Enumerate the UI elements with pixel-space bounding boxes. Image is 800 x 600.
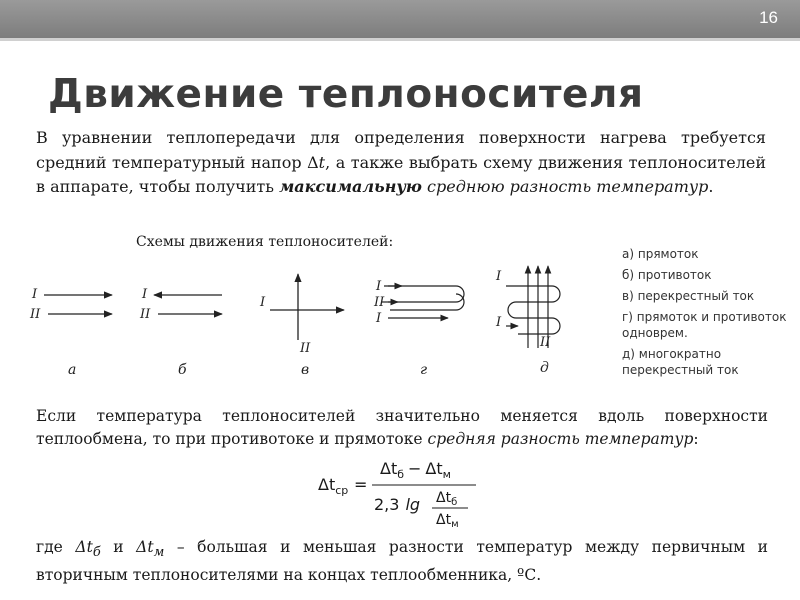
scheme-a-label-1: I xyxy=(32,287,38,302)
scheme-a-label-2: II xyxy=(30,307,41,322)
scheme-b-label-2: II xyxy=(140,307,151,322)
scheme-legend xyxy=(622,246,798,383)
para3-and: и xyxy=(100,538,137,556)
intro-text-3: среднюю разность температур xyxy=(421,177,709,196)
legend-item-d: г) прямоток и противоток одноврем. xyxy=(622,310,787,340)
top-bar-divider xyxy=(0,38,800,41)
scheme-a-letter: а xyxy=(68,362,77,378)
para3-text: – большая и меньшая разности температур между первичным и вторичным теплоносителями на концах теплообменника, ºС. xyxy=(36,538,769,585)
scheme-d-letter: г xyxy=(420,362,428,378)
mean-temperature-formula xyxy=(318,452,498,532)
scheme-c-label-1: I xyxy=(260,295,266,310)
scheme-b-counter xyxy=(139,287,222,378)
scheme-e-letter: д xyxy=(540,360,549,376)
schemes-caption: Схемы движения теплоносителей: xyxy=(136,234,394,250)
para3-start: где xyxy=(36,538,76,556)
formula-numerator: $\Delta t_б - \Delta t_м$ xyxy=(380,459,451,481)
formula-denominator: 2,3 lg xyxy=(374,495,421,514)
para2-end: : xyxy=(693,430,699,448)
formula-inner-denominator: $\Delta t_м$ xyxy=(436,512,459,530)
paragraph-definitions xyxy=(36,536,768,587)
scheme-d-loop-1 xyxy=(388,286,464,302)
slide-title: Движение теплоносителя xyxy=(48,72,644,117)
scheme-d-label-3: I xyxy=(376,311,382,326)
formula-lhs: $\Delta t_{ср}$ xyxy=(318,475,349,497)
scheme-b-label-1: I xyxy=(142,287,148,302)
scheme-e-multicross xyxy=(495,266,560,376)
scheme-b-letter: б xyxy=(178,362,187,378)
legend-item-e: д) многократно перекрестный ток xyxy=(622,347,739,377)
scheme-c-cross xyxy=(259,274,344,378)
formula-equals: = xyxy=(354,475,368,494)
intro-text-2: , а также выбрать схему движения теплоносителей в аппарате, чтобы получить xyxy=(36,152,767,196)
para2-italic: средняя разность температур xyxy=(427,430,694,448)
legend-item-b: б) противоток xyxy=(622,268,712,282)
formula-inner-numerator: $\Delta t_б$ xyxy=(436,490,458,508)
paragraph-mean-temp xyxy=(36,405,768,451)
intro-emphasis: максимальную xyxy=(279,177,422,196)
scheme-e-label-2: I xyxy=(496,315,502,330)
para3-sym1: $\Delta t_б$ xyxy=(75,538,101,561)
scheme-d-mixed xyxy=(373,279,464,378)
para3-sym2: $\Delta t_м$ xyxy=(136,538,165,561)
scheme-e-serpentine xyxy=(506,286,560,334)
para2-text: Если температура теплоносителей значительно меняется вдоль поверхности теплообмена, то при противотоке и прямотоке xyxy=(36,407,768,448)
intro-text-t: t xyxy=(318,152,326,172)
scheme-e-label-1: I xyxy=(496,269,502,284)
flow-schemes-diagram xyxy=(18,256,598,386)
scheme-d-label-2: II xyxy=(374,295,385,310)
page-number: 16 xyxy=(759,8,778,27)
intro-text-1: В уравнении теплопередачи для определения поверхности нагрева требуется средний температурный напор Δ xyxy=(36,128,766,172)
top-bar xyxy=(0,0,800,38)
scheme-c-letter: в xyxy=(301,362,310,378)
scheme-c-label-2: II xyxy=(300,341,311,356)
intro-text-4: . xyxy=(708,177,714,196)
legend-item-a: а) прямоток xyxy=(622,247,699,261)
intro-paragraph xyxy=(36,126,766,200)
scheme-e-label-3: II xyxy=(540,335,551,350)
legend-item-c: в) перекрестный ток xyxy=(622,289,755,303)
scheme-a-parallel xyxy=(29,287,112,378)
scheme-d-label-1: I xyxy=(376,279,382,294)
